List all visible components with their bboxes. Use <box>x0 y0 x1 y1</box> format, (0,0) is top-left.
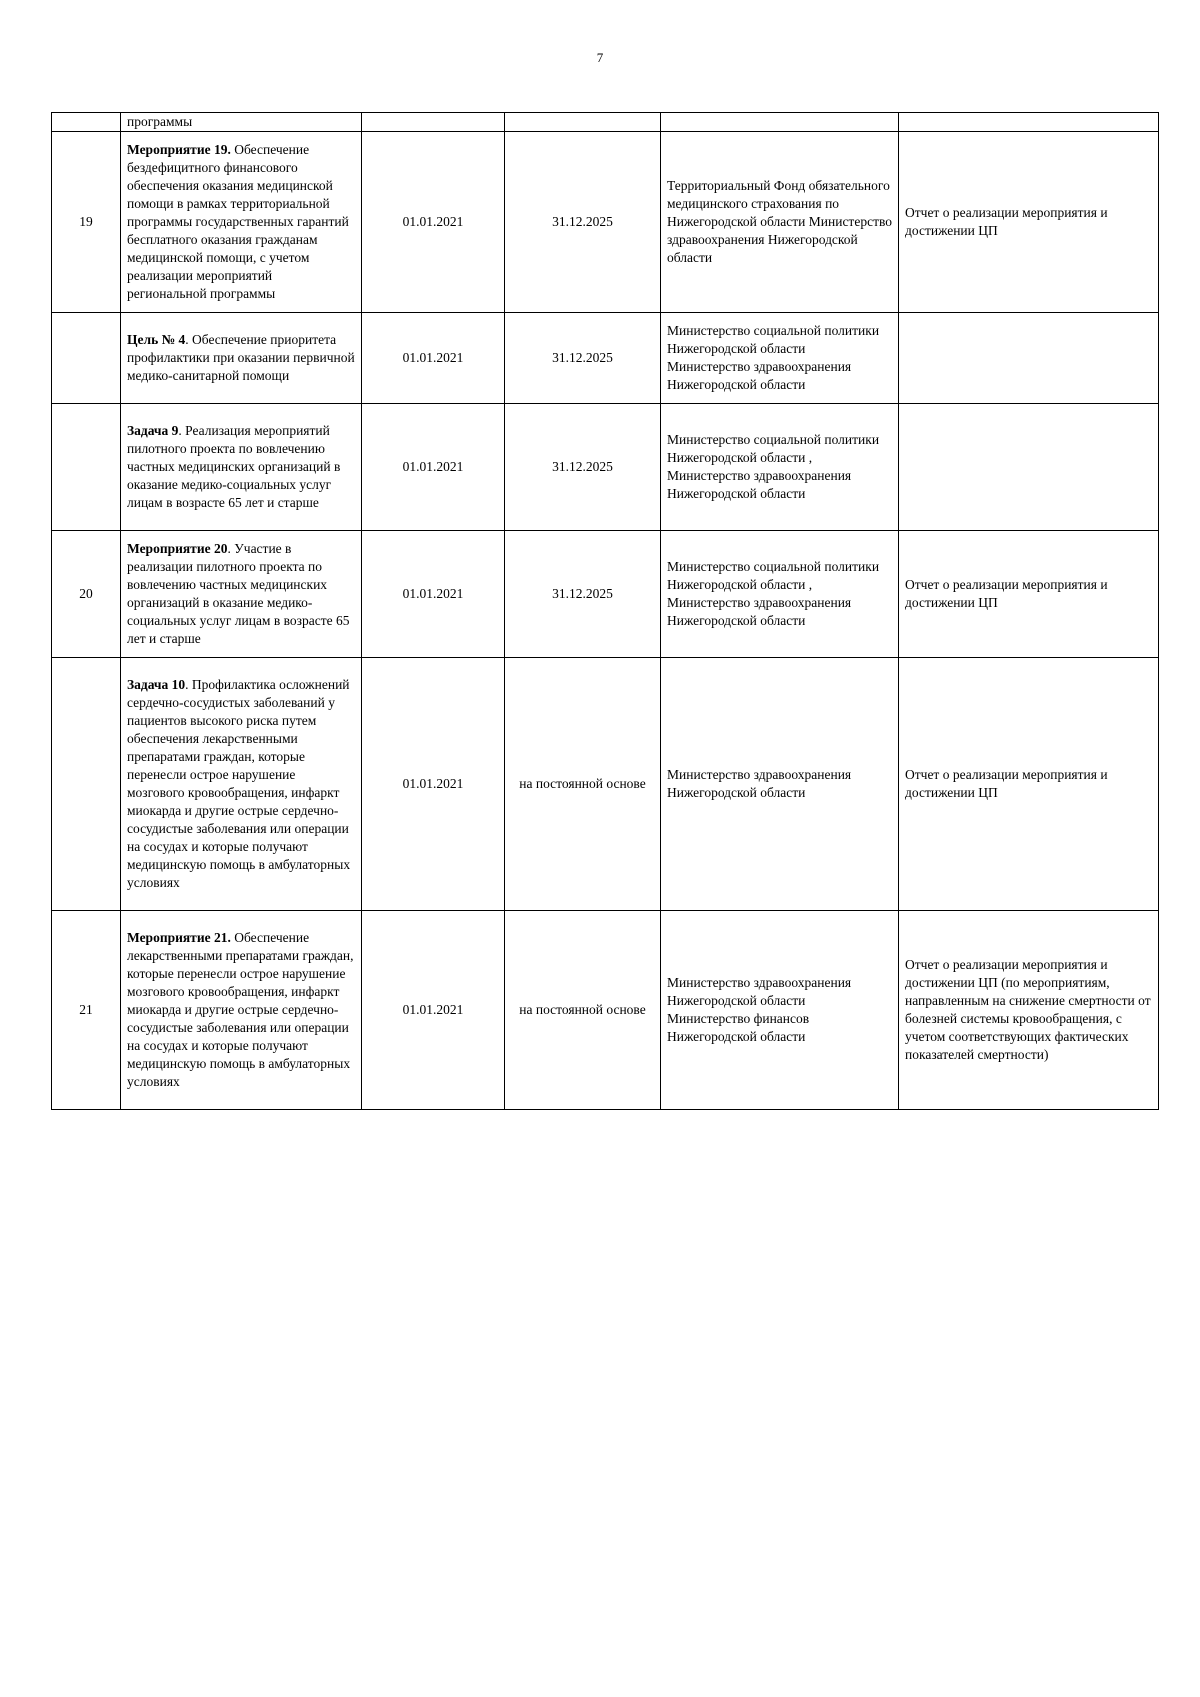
page-number: 7 <box>596 50 604 65</box>
result-cell: Отчет о реализации мероприятия и достижении ЦП <box>899 658 1159 911</box>
end-date-cell: 31.12.2025 <box>505 132 661 313</box>
activity-name-cell <box>121 531 362 658</box>
activity-name-cell <box>121 132 362 313</box>
start-date-cell: 01.01.2021 <box>362 132 505 313</box>
executors-cell: Министерство здравоохранения Нижегородской области <box>661 658 899 911</box>
task-heading: Задача 9 <box>127 423 179 438</box>
row-number-cell <box>52 404 121 531</box>
activity-heading: Мероприятие 19. <box>127 142 231 157</box>
table-row <box>52 113 1159 132</box>
executors-cell: Министерство социальной политики Нижегородской области , Министерство здравоохранения Нижегородской области <box>661 531 899 658</box>
row-number-cell: 19 <box>52 132 121 313</box>
start-date-cell: 01.01.2021 <box>362 313 505 404</box>
task-heading: Задача 10 <box>127 677 186 692</box>
end-date-cell <box>505 113 661 132</box>
row-number-cell: 21 <box>52 911 121 1110</box>
activity-description: . Реализация мероприятий пилотного проекта по вовлечению частных медицинских организаций в оказание медико-социальных услуг лицам в возрасте 65 лет и старше <box>127 423 341 510</box>
activity-description: программы <box>127 114 193 129</box>
start-date-cell: 01.01.2021 <box>362 658 505 911</box>
start-date-cell: 01.01.2021 <box>362 531 505 658</box>
row-number-cell <box>52 313 121 404</box>
activity-description: Обеспечение бездефицитного финансового обеспечения оказания медицинской помощи в рамках территориальной программы государственных гарантий бесплатного оказания гражданам медицинской помощи, с учетом реализации мероприятий региональной программы <box>127 142 349 301</box>
executors-cell: Министерство социальной политики Нижегородской области Министерство здравоохранения Нижегородской области <box>661 313 899 404</box>
start-date-cell <box>362 113 505 132</box>
end-date-cell: на постоянной основе <box>505 658 661 911</box>
row-number-cell <box>52 113 121 132</box>
end-date-cell: на постоянной основе <box>505 911 661 1110</box>
end-date-cell: 31.12.2025 <box>505 404 661 531</box>
table-row <box>52 658 1159 911</box>
activity-name-cell <box>121 313 362 404</box>
table-row <box>52 132 1159 313</box>
executors-cell: Министерство социальной политики Нижегородской области , Министерство здравоохранения Нижегородской области <box>661 404 899 531</box>
table-row <box>52 911 1159 1110</box>
start-date-cell: 01.01.2021 <box>362 911 505 1110</box>
result-cell: Отчет о реализации мероприятия и достижении ЦП <box>899 132 1159 313</box>
row-number-cell <box>52 658 121 911</box>
goal-heading: Цель № 4 <box>127 332 186 347</box>
activity-name-cell <box>121 658 362 911</box>
executors-cell: Министерство здравоохранения Нижегородской области Министерство финансов Нижегородской области <box>661 911 899 1110</box>
activity-name-cell <box>121 404 362 531</box>
result-cell: Отчет о реализации мероприятия и достижении ЦП <box>899 531 1159 658</box>
activity-description: . Участие в реализации пилотного проекта по вовлечению частных медицинских организаций в оказание медико-социальных услуг лицам в возрасте 65 лет и старше <box>127 541 350 646</box>
end-date-cell: 31.12.2025 <box>505 313 661 404</box>
executors-cell: Территориальный Фонд обязательного медицинского страхования по Нижегородской области Министерство здравоохранения Нижегородской области <box>661 132 899 313</box>
start-date-cell: 01.01.2021 <box>362 404 505 531</box>
table-row <box>52 404 1159 531</box>
activities-table <box>51 112 1159 1110</box>
row-number-cell: 20 <box>52 531 121 658</box>
activity-name-cell <box>121 113 362 132</box>
activity-heading: Мероприятие 20 <box>127 541 228 556</box>
result-cell <box>899 313 1159 404</box>
end-date-cell: 31.12.2025 <box>505 531 661 658</box>
result-cell <box>899 404 1159 531</box>
activity-description: . Профилактика осложнений сердечно-сосудистых заболеваний у пациентов высокого риска путем обеспечения лекарственными препаратами граждан, которые перенесли острое нарушение мозгового кровообращения, инфаркт миокарда и другие острые сердечно-сосудистые заболевания или операции на сосудах и которые получают медицинскую помощь в амбулаторных условиях <box>127 677 351 890</box>
activity-heading: Мероприятие 21. <box>127 930 231 945</box>
activity-name-cell <box>121 911 362 1110</box>
activity-description: Обеспечение лекарственными препаратами граждан, которые перенесли острое нарушение мозгового кровообращения, инфаркт миокарда и другие острые сердечно-сосудистые заболевания или операции на сосудах и которые получают медицинскую помощь в амбулаторных условиях <box>127 930 354 1089</box>
executors-cell <box>661 113 899 132</box>
result-cell: Отчет о реализации мероприятия и достижении ЦП (по мероприятиям, направленным на снижение смертности от болезней системы кровообращения, с учетом соответствующих фактических показателей смертности) <box>899 911 1159 1110</box>
table-row <box>52 313 1159 404</box>
table-row <box>52 531 1159 658</box>
activity-description: . Обеспечение приоритета профилактики при оказании первичной медико-санитарной помощи <box>127 332 355 383</box>
result-cell <box>899 113 1159 132</box>
